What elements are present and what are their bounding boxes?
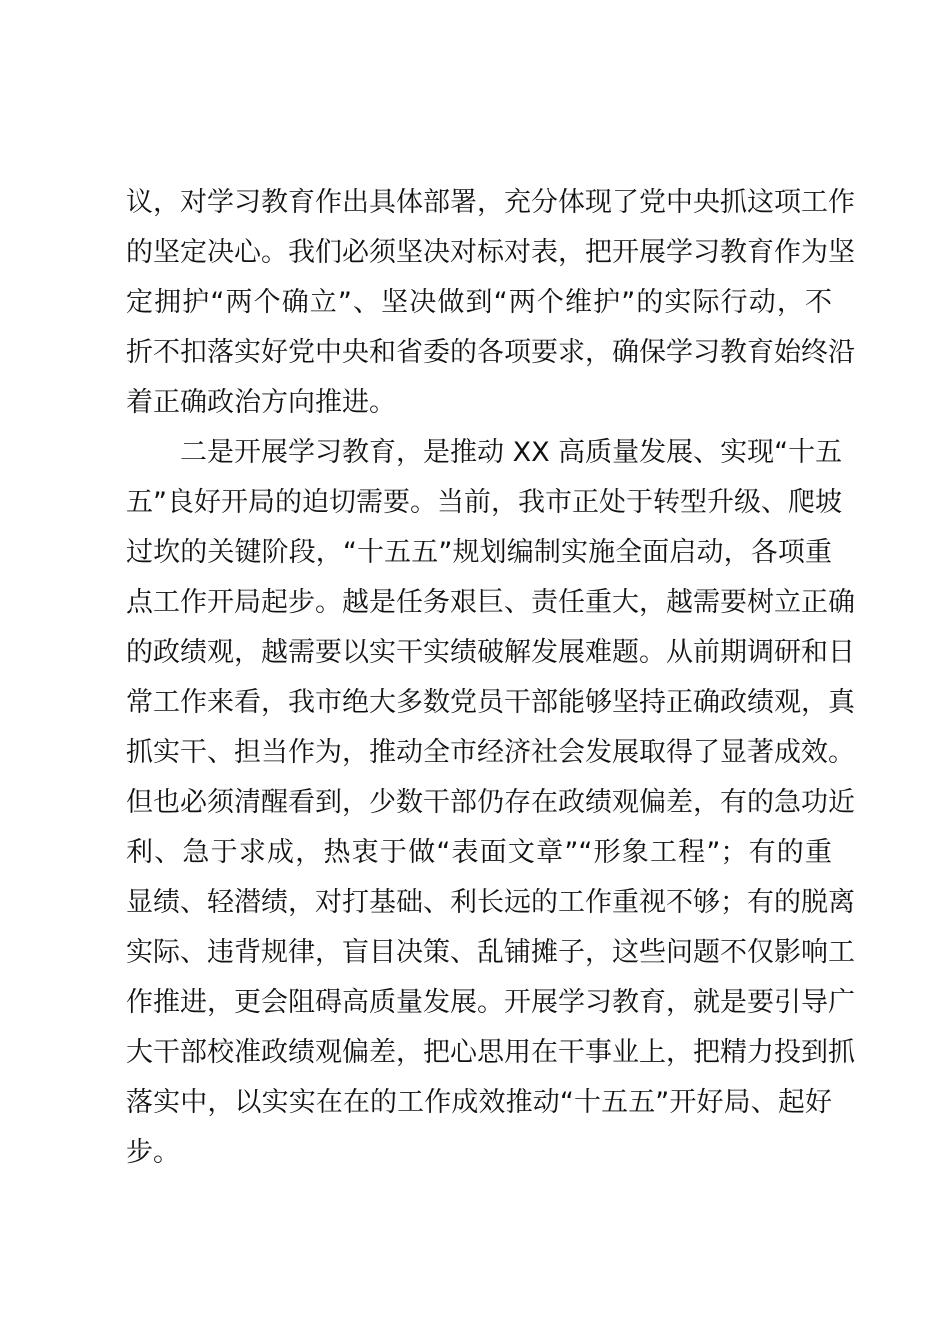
text-line: 点工作开局起步。越是任务艰巨、责任重大，越需要树立正确 bbox=[126, 587, 855, 618]
text-line: 的政绩观，越需要以实干实绩破解发展难题。从前期调研和日 bbox=[126, 637, 855, 668]
text-line: 过坎的关键阶段，“十五五”规划编制实施全面启动，各项重 bbox=[126, 537, 832, 568]
document-body bbox=[126, 178, 855, 1178]
text-line: 定拥护“两个确立”、坚决做到“两个维护”的实际行动，不 bbox=[126, 287, 832, 318]
text-line: 着正确政治方向推进。 bbox=[126, 387, 396, 418]
text-line: 利、急于求成，热衷于做“表面文章”“形象工程”；有的重 bbox=[126, 837, 832, 868]
paragraph-1 bbox=[126, 178, 855, 428]
text-line: 的坚定决心。我们必须坚决对标对表，把开展学习教育作为坚 bbox=[126, 237, 855, 268]
text-line: 大干部校准政绩观偏差，把心思用在干事业上，把精力投到抓 bbox=[126, 1037, 855, 1068]
text-line: 实际、违背规律，盲目决策、乱铺摊子，这些问题不仅影响工 bbox=[126, 937, 855, 968]
paragraph-2 bbox=[126, 428, 855, 1178]
text-line: 二是开展学习教育，是推动 XX 高质量发展、实现“十五 bbox=[180, 437, 843, 468]
text-line: 五”良好开局的迫切需要。当前，我市正处于转型升级、爬坡 bbox=[126, 487, 842, 518]
text-line: 议，对学习教育作出具体部署，充分体现了党中央抓这项工作 bbox=[126, 187, 855, 218]
text-line: 作推进，更会阻碍高质量发展。开展学习教育，就是要引导广 bbox=[126, 987, 855, 1018]
text-line: 常工作来看，我市绝大多数党员干部能够坚持正确政绩观，真 bbox=[126, 687, 855, 718]
text-line: 落实中，以实实在在的工作成效推动“十五五”开好局、起好 bbox=[126, 1087, 832, 1118]
text-line: 但也必须清醒看到，少数干部仍存在政绩观偏差，有的急功近 bbox=[126, 787, 855, 818]
text-line: 抓实干、担当作为，推动全市经济社会发展取得了显著成效。 bbox=[126, 737, 855, 768]
text-line: 步。 bbox=[126, 1137, 180, 1168]
text-line: 折不扣落实好党中央和省委的各项要求，确保学习教育始终沿 bbox=[126, 337, 855, 368]
text-line: 显绩、轻潜绩，对打基础、利长远的工作重视不够；有的脱离 bbox=[126, 887, 855, 918]
